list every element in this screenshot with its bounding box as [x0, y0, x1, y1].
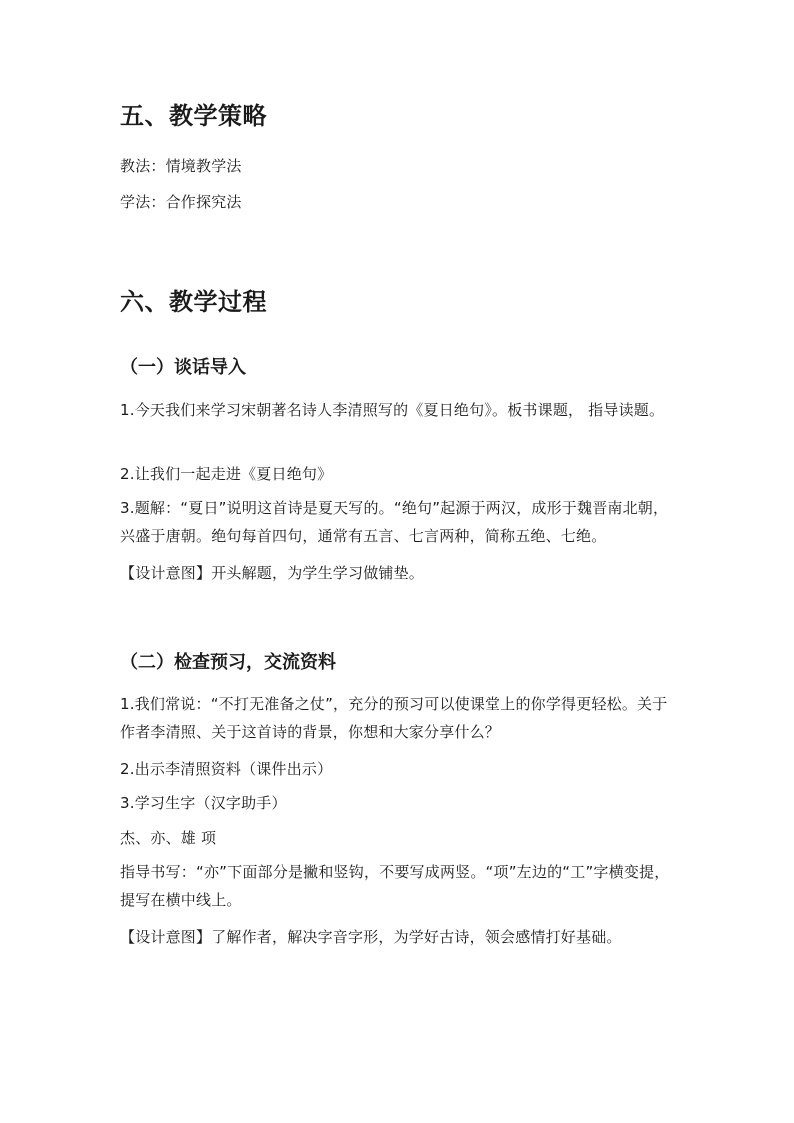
paragraph: 1.今天我们来学习宋朝著名诗人李清照写的《夏日绝句》。板书课题， 指导读题。	[120, 401, 665, 419]
paragraph: 2.出示李清照资料（课件出示）	[120, 760, 333, 778]
design-intent-note: 【设计意图】开头解题，为学生学习做铺垫。	[120, 564, 425, 582]
paragraph: 指导书写：“亦”下面部分是撇和竖钩，不要写成两竖。“项”左边的“工”字横变提，提写在横中线上。	[120, 863, 670, 909]
section-heading-teaching-process: 六、教学过程	[120, 288, 267, 316]
paragraph: 1.我们常说：“不打无准备之仗”，充分的预习可以使课堂上的你学得更轻松。关于作者李清照、关于这首诗的背景，你想和大家分享什么？	[120, 695, 668, 741]
section-heading-teaching-strategy: 五、教学策略	[120, 102, 267, 130]
paragraph: 3.题解：“夏日”说明这首诗是夏天写的。“绝句”起源于两汉，成形于魏晋南北朝，兴盛于唐朝。绝句每首四句，通常有五言、七言两种，简称五绝、七绝。	[120, 499, 669, 545]
learning-method-line: 学法：合作探究法	[120, 193, 242, 211]
subheading-preview-check: （二）检查预习，交流资料	[120, 652, 336, 673]
new-characters-line: 杰、亦、雄 项	[120, 829, 217, 847]
teaching-method-line: 教法：情境教学法	[120, 157, 242, 175]
paragraph: 3.学习生字（汉字助手）	[120, 794, 287, 812]
subheading-introduction: （一）谈话导入	[120, 357, 246, 378]
paragraph: 2.让我们一起走进《夏日绝句》	[120, 465, 333, 483]
design-intent-note: 【设计意图】了解作者，解决字音字形，为学好古诗，领会感情打好基础。	[120, 928, 622, 946]
